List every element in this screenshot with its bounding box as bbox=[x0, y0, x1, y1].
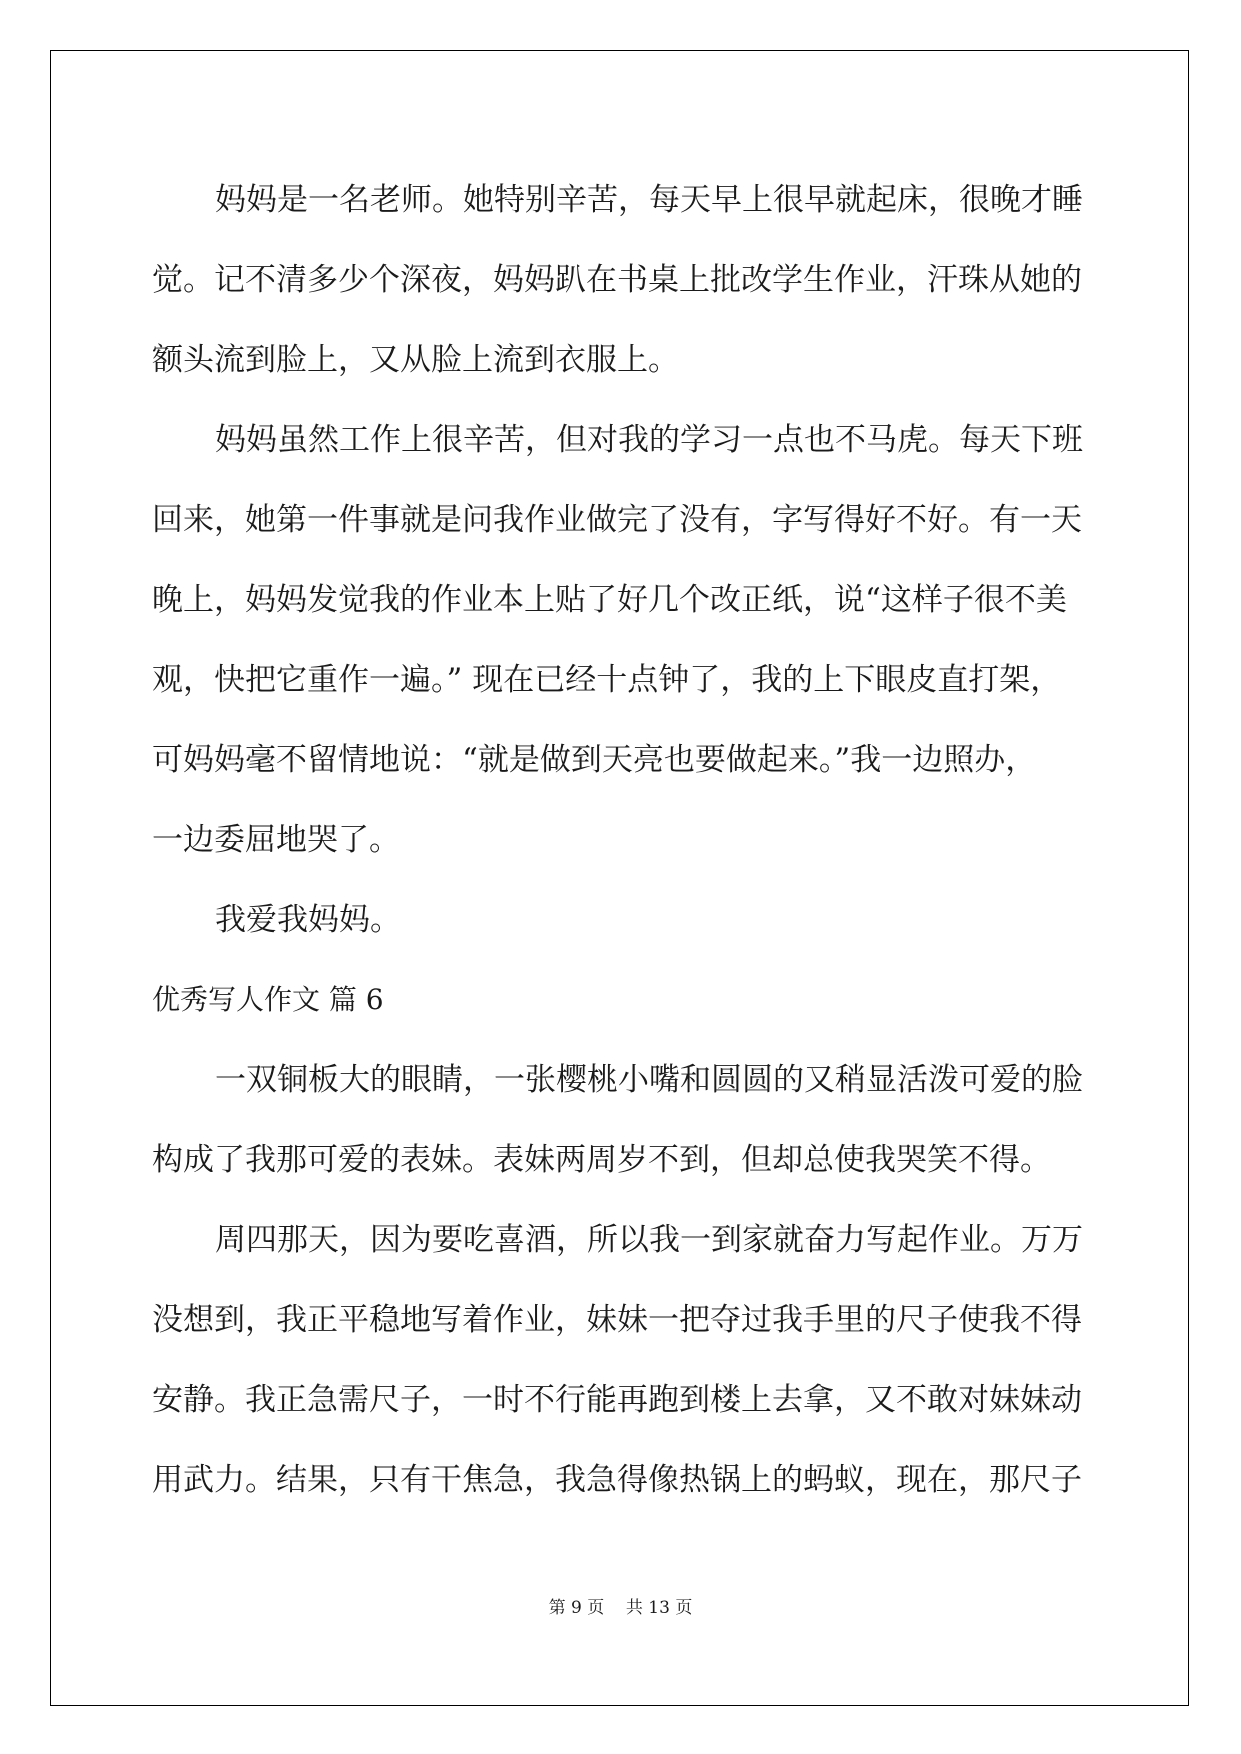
text-line: 周四那天，因为要吃喜酒，所以我一到家就奋力写起作业。万万 bbox=[215, 1222, 1083, 1258]
text-line: 我爱我妈妈。 bbox=[215, 902, 401, 938]
text-line: 没想到，我正平稳地写着作业，妹妹一把夺过我手里的尺子使我不得 bbox=[152, 1302, 1082, 1338]
text-line: 一双铜板大的眼睛，一张樱桃小嘴和圆圆的又稍显活泼可爱的脸 bbox=[215, 1062, 1083, 1098]
document-body bbox=[152, 160, 1112, 1520]
page-number-footer: 第 9 页 共 13 页 bbox=[548, 1598, 693, 1618]
text-line: 额头流到脸上，又从脸上流到衣服上。 bbox=[152, 342, 679, 378]
text-line: 可妈妈毫不留情地说：“就是做到天亮也要做起来。”我一边照办， bbox=[152, 742, 1037, 778]
text-line: 用武力。结果，只有干焦急，我急得像热锅上的蚂蚁，现在，那尺子 bbox=[152, 1462, 1082, 1498]
text-line: 回来，她第一件事就是问我作业做完了没有，字写得好不好。有一天 bbox=[152, 502, 1082, 538]
section-heading: 优秀写人作文 篇 6 bbox=[152, 983, 384, 1016]
text-line: 妈妈虽然工作上很辛苦，但对我的学习一点也不马虎。每天下班 bbox=[215, 422, 1083, 458]
text-line: 妈妈是一名老师。她特别辛苦，每天早上很早就起床，很晚才睡 bbox=[215, 182, 1083, 218]
text-line: 一边委屈地哭了。 bbox=[152, 822, 400, 858]
text-line: 构成了我那可爱的表妹。表妹两周岁不到，但却总使我哭笑不得。 bbox=[152, 1142, 1051, 1178]
text-line: 觉。记不清多少个深夜，妈妈趴在书桌上批改学生作业，汗珠从她的 bbox=[152, 262, 1082, 298]
text-line: 观，快把它重作一遍。” 现在已经十点钟了，我的上下眼皮直打架， bbox=[152, 662, 1062, 698]
text-line: 安静。我正急需尺子，一时不行能再跑到楼上去拿，又不敢对妹妹动 bbox=[152, 1382, 1082, 1418]
text-line: 晚上，妈妈发觉我的作业本上贴了好几个改正纸，说“这样子很不美 bbox=[152, 582, 1067, 618]
